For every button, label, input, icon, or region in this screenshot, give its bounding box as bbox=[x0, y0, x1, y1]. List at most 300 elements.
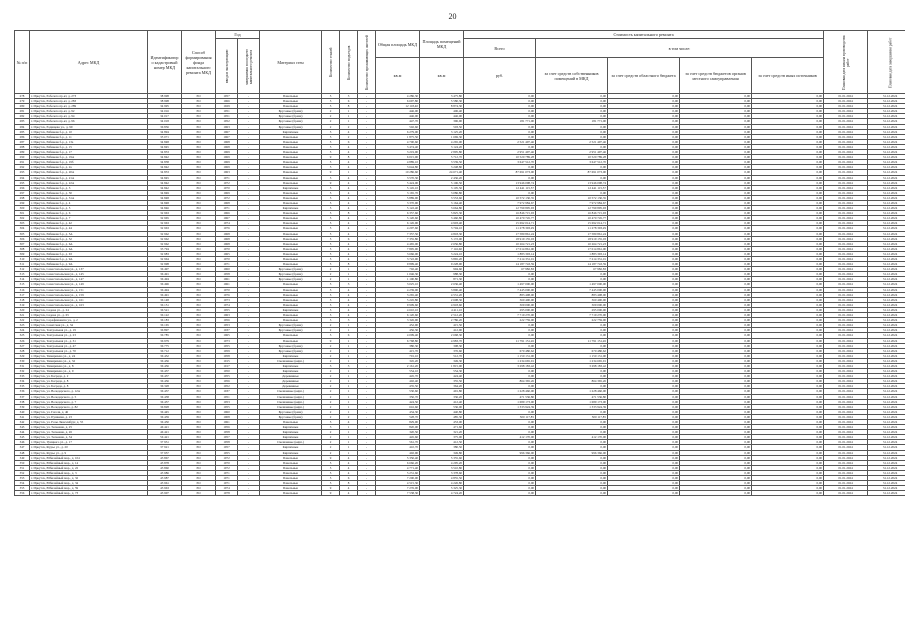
table-cell: 502,60 bbox=[376, 124, 420, 129]
table-cell: 36 436 bbox=[148, 363, 182, 368]
table-cell: 10 520 789,28 bbox=[536, 155, 608, 160]
table-cell: - bbox=[238, 358, 260, 363]
table-cell: 0,00 bbox=[608, 292, 680, 297]
table-cell: г. Иркутск, Севастопольская ул., д. 147 bbox=[30, 277, 148, 282]
table-cell: - bbox=[238, 481, 260, 486]
table-cell: 0,00 bbox=[608, 155, 680, 160]
table-cell: Панельные bbox=[260, 287, 322, 292]
table-cell: 3 865,20 bbox=[420, 257, 464, 262]
table-cell: 01.01.2024 bbox=[824, 491, 868, 496]
table-cell: Деревянные bbox=[260, 374, 322, 379]
table-cell: 0,00 bbox=[608, 287, 680, 292]
table-cell: 0,00 bbox=[752, 491, 824, 496]
table-cell: 4 bbox=[340, 251, 358, 256]
table-cell: РО bbox=[182, 404, 216, 409]
table-cell: 380,30 bbox=[376, 343, 420, 348]
table-cell: 01.01.2024 bbox=[824, 246, 868, 251]
table-cell: 0,00 bbox=[608, 404, 680, 409]
table-cell: 0,00 bbox=[608, 348, 680, 353]
table-cell: РО bbox=[182, 348, 216, 353]
table-cell: 4 226,80 bbox=[420, 481, 464, 486]
table-cell: 0,00 bbox=[536, 114, 608, 119]
table-cell: 0,00 bbox=[464, 190, 536, 195]
table-cell: 4 bbox=[340, 190, 358, 195]
table-cell: г. Иркутск, Севастопольская ул., д. 137 bbox=[30, 267, 148, 272]
table-cell: 01.01.2024 bbox=[824, 465, 868, 470]
table-cell: 0,00 bbox=[752, 343, 824, 348]
table-cell: 3 bbox=[340, 318, 358, 323]
table-cell: 299 bbox=[15, 200, 30, 205]
table-cell: 0,00 bbox=[680, 328, 752, 333]
table-cell: 1 bbox=[340, 445, 358, 450]
table-cell: 0,00 bbox=[464, 134, 536, 139]
table-cell: 1959 bbox=[216, 348, 238, 353]
table-cell: 0,00 bbox=[752, 476, 824, 481]
table-body bbox=[15, 94, 905, 496]
table-cell: г. Иркутск, ул. Володарского, д. 12А bbox=[30, 389, 148, 394]
unit-total-area: кв.м bbox=[376, 58, 420, 94]
table-cell: 7 214 331,01 bbox=[464, 257, 536, 262]
table-cell: 0,00 bbox=[680, 379, 752, 384]
table-cell: г. Иркутск, Рабочего пр-кт, д. 94 bbox=[30, 114, 148, 119]
table-cell: 36 491 bbox=[148, 272, 182, 277]
table-cell: 336 bbox=[15, 389, 30, 394]
table-cell: - bbox=[358, 155, 376, 160]
table-cell: 0,00 bbox=[608, 470, 680, 475]
table-cell: 453,00 bbox=[420, 420, 464, 425]
table-cell: 5 bbox=[322, 211, 340, 216]
table-cell: Панельные bbox=[260, 481, 322, 486]
col-cost-group-header: Стоимость капитального ремонта bbox=[464, 31, 824, 39]
table-cell: г. Иркутск, ул. Гоголя, д. 46 bbox=[30, 409, 148, 414]
table-cell: 0,00 bbox=[608, 476, 680, 481]
table-cell: г. Иркутск, Рабочего пр-кт, д. 289 bbox=[30, 104, 148, 109]
table-cell: - bbox=[238, 435, 260, 440]
table-cell: 0,00 bbox=[608, 384, 680, 389]
table-cell: - bbox=[358, 399, 376, 404]
table-cell: 0,00 bbox=[680, 221, 752, 226]
table-cell: 0,00 bbox=[608, 379, 680, 384]
table-cell: 31.12.2024 bbox=[868, 124, 905, 129]
table-cell: 34 995 bbox=[148, 104, 182, 109]
table-cell: 0,00 bbox=[608, 313, 680, 318]
table-cell: - bbox=[358, 165, 376, 170]
table-cell: 5 bbox=[322, 221, 340, 226]
table-cell: 288 bbox=[15, 144, 30, 149]
table-cell: 0,00 bbox=[536, 425, 608, 430]
table-cell: 0,00 bbox=[680, 307, 752, 312]
table-cell: 1 bbox=[340, 358, 358, 363]
table-cell: РО bbox=[182, 195, 216, 200]
table-cell: - bbox=[238, 262, 260, 267]
table-cell: РО bbox=[182, 129, 216, 134]
table-cell: - bbox=[358, 450, 376, 455]
table-cell: 0,00 bbox=[680, 404, 752, 409]
table-cell: 360 490,00 bbox=[536, 297, 608, 302]
table-cell: 326 bbox=[15, 338, 30, 343]
table-cell: РО bbox=[182, 134, 216, 139]
table-cell: 0,00 bbox=[752, 348, 824, 353]
table-cell: 1968 bbox=[216, 231, 238, 236]
table-cell: 0,00 bbox=[608, 134, 680, 139]
table-cell: 424,40 bbox=[420, 374, 464, 379]
table-cell: 4 bbox=[340, 460, 358, 465]
table-cell: 5 bbox=[322, 165, 340, 170]
table-cell: 0,00 bbox=[752, 404, 824, 409]
table-cell: 1967 bbox=[216, 216, 238, 221]
table-cell: 0,00 bbox=[680, 104, 752, 109]
table-cell: 3 647 512,70 bbox=[464, 160, 536, 165]
table-cell: - bbox=[358, 231, 376, 236]
table-cell: 0,00 bbox=[752, 206, 824, 211]
table-cell: 1950 bbox=[216, 369, 238, 374]
table-cell: 5 bbox=[322, 282, 340, 287]
table-cell: 5 bbox=[322, 476, 340, 481]
table-cell: 1952 bbox=[216, 119, 238, 124]
table-cell: 0,00 bbox=[464, 165, 536, 170]
table-cell: 293 bbox=[15, 170, 30, 175]
table-cell: - bbox=[358, 134, 376, 139]
table-cell: 351 bbox=[15, 465, 30, 470]
table-cell: 410,70 bbox=[376, 445, 420, 450]
table-cell: 0,00 bbox=[752, 185, 824, 190]
table-cell: 01.01.2024 bbox=[824, 206, 868, 211]
table-cell: 0,00 bbox=[608, 445, 680, 450]
table-cell: 864 365,26 bbox=[464, 379, 536, 384]
table-cell: 0,00 bbox=[680, 323, 752, 328]
table-cell: 1 333 924,39 bbox=[536, 404, 608, 409]
col-address-header: Адрес МКД bbox=[30, 31, 148, 94]
table-cell: г. Иркутск, Рабочего пр-кт, д. 96 bbox=[30, 119, 148, 124]
table-cell: 0,00 bbox=[680, 430, 752, 435]
table-cell: 31.12.2024 bbox=[868, 450, 905, 455]
table-cell: 0,00 bbox=[608, 333, 680, 338]
table-cell: Кирпичные bbox=[260, 307, 322, 312]
table-cell: 34 842 bbox=[148, 180, 182, 185]
table-cell: 31.12.2024 bbox=[868, 231, 905, 236]
table-cell: 1969 bbox=[216, 160, 238, 165]
table-cell: 31.12.2024 bbox=[868, 476, 905, 481]
table-cell: 1966 bbox=[216, 99, 238, 104]
table-cell: 31.12.2024 bbox=[868, 379, 905, 384]
table-cell: 43 961 bbox=[148, 481, 182, 486]
table-cell: 5 bbox=[322, 216, 340, 221]
table-cell: 34 833 bbox=[148, 170, 182, 175]
table-cell: 7 972 984,67 bbox=[464, 200, 536, 205]
table-cell: 31.12.2024 bbox=[868, 109, 905, 114]
table-cell: 3 553,60 bbox=[420, 195, 464, 200]
table-cell: 01.01.2024 bbox=[824, 165, 868, 170]
table-cell: 0,00 bbox=[608, 297, 680, 302]
table-cell: 412 170,00 bbox=[464, 435, 536, 440]
table-cell: 295 000,00 bbox=[464, 307, 536, 312]
table-cell: 0,00 bbox=[608, 175, 680, 180]
table-cell: 1958 bbox=[216, 440, 238, 445]
table-cell: 0,00 bbox=[752, 216, 824, 221]
table-cell: 34 894 bbox=[148, 129, 182, 134]
table-cell: 36 496 bbox=[148, 282, 182, 287]
table-cell: 1963 bbox=[216, 313, 238, 318]
table-cell: 0,00 bbox=[680, 246, 752, 251]
table-cell: РО bbox=[182, 190, 216, 195]
table-cell: 0,00 bbox=[752, 231, 824, 236]
table-cell: 31.12.2024 bbox=[868, 287, 905, 292]
table-cell: 1968 bbox=[216, 200, 238, 205]
table-cell: 0,00 bbox=[680, 216, 752, 221]
table-cell: г. Иркутск, Рябикова б-р, д. 6А bbox=[30, 241, 148, 246]
table-cell: 415,50 bbox=[420, 323, 464, 328]
table-cell: 1 883 393,14 bbox=[464, 251, 536, 256]
table-cell: 440,80 bbox=[420, 409, 464, 414]
table-cell: г. Иркутск, Юбилейный мкр., д. 34 bbox=[30, 481, 148, 486]
table-cell: 0,00 bbox=[680, 343, 752, 348]
table-cell: - bbox=[238, 384, 260, 389]
table-cell: 31.12.2024 bbox=[868, 343, 905, 348]
table-cell: 4 bbox=[340, 455, 358, 460]
table-cell: 36 165 bbox=[148, 323, 182, 328]
table-cell: 0,00 bbox=[464, 343, 536, 348]
table-cell: 0,00 bbox=[608, 302, 680, 307]
table-cell: - bbox=[238, 104, 260, 109]
table-cell: 4 903,40 bbox=[420, 221, 464, 226]
table-cell: 335 bbox=[15, 384, 30, 389]
table-cell: 43 963 bbox=[148, 486, 182, 491]
table-cell: 0,00 bbox=[752, 374, 824, 379]
table-cell: 0,00 bbox=[752, 481, 824, 486]
table-cell: 292 bbox=[15, 165, 30, 170]
table-cell: 4 700,60 bbox=[376, 139, 420, 144]
table-cell: 1 046,30 bbox=[376, 272, 420, 277]
table-cell: 3 219,90 bbox=[376, 150, 420, 155]
table-cell: 1973 bbox=[216, 297, 238, 302]
table-cell: 1955 bbox=[216, 343, 238, 348]
table-cell: РО bbox=[182, 144, 216, 149]
table-cell: 12 799 895,93 bbox=[464, 206, 536, 211]
table-cell: 32 963 bbox=[148, 226, 182, 231]
table-cell: 334 bbox=[15, 379, 30, 384]
table-cell: 0,00 bbox=[536, 491, 608, 496]
table-cell: г. Иркутск, Седова ул., д. 65 bbox=[30, 313, 148, 318]
table-cell: 31.12.2024 bbox=[868, 328, 905, 333]
table-cell: Панельные bbox=[260, 465, 322, 470]
table-cell: Панельные bbox=[260, 262, 322, 267]
table-cell: Брусовые (бревн) bbox=[260, 328, 322, 333]
table-cell: 4 bbox=[340, 216, 358, 221]
table-cell: 0,00 bbox=[536, 99, 608, 104]
table-cell: 2 951 497,46 bbox=[464, 150, 536, 155]
table-cell: 01.01.2024 bbox=[824, 394, 868, 399]
table-cell: 181 771,00 bbox=[536, 119, 608, 124]
table-cell: Брусовые (бревн) bbox=[260, 114, 322, 119]
table-cell: 01.01.2024 bbox=[824, 150, 868, 155]
table-cell: РО bbox=[182, 206, 216, 211]
table-cell: 1957 bbox=[216, 94, 238, 99]
table-cell: 0,00 bbox=[608, 165, 680, 170]
table-cell: 3 124,20 bbox=[420, 144, 464, 149]
table-cell: 01.01.2024 bbox=[824, 236, 868, 241]
table-cell: - bbox=[238, 165, 260, 170]
table-cell: РО bbox=[182, 323, 216, 328]
table-cell: 0,00 bbox=[752, 313, 824, 318]
table-cell: 31.12.2024 bbox=[868, 144, 905, 149]
table-cell: г. Иркутск, ул. Тельмана, д. 34 bbox=[30, 435, 148, 440]
table-cell: 1969 bbox=[216, 155, 238, 160]
table-cell: 56 421 bbox=[148, 435, 182, 440]
table-cell: 0,00 bbox=[608, 420, 680, 425]
table-cell: - bbox=[238, 200, 260, 205]
table-cell: 0,00 bbox=[608, 338, 680, 343]
table-cell: 0,00 bbox=[752, 414, 824, 419]
table-cell: 6 126,90 bbox=[376, 221, 420, 226]
table-cell: 2 bbox=[322, 353, 340, 358]
table-cell: Смешанные (кирп.) bbox=[260, 389, 322, 394]
table-cell: 0,00 bbox=[680, 348, 752, 353]
table-cell: - bbox=[238, 144, 260, 149]
table-cell: 01.01.2024 bbox=[824, 114, 868, 119]
table-cell: 34 848 bbox=[148, 139, 182, 144]
table-cell: 0,00 bbox=[680, 170, 752, 175]
table-cell: 9 bbox=[322, 486, 340, 491]
table-cell: 0,00 bbox=[536, 129, 608, 134]
table-cell: Панельные bbox=[260, 139, 322, 144]
table-cell: 402,90 bbox=[376, 450, 420, 455]
table-cell: 352 bbox=[15, 470, 30, 475]
table-cell: Кирпичные bbox=[260, 425, 322, 430]
table-cell: 0,00 bbox=[608, 358, 680, 363]
table-cell: 43 860 bbox=[148, 465, 182, 470]
table-cell: 5 bbox=[322, 251, 340, 256]
table-cell: 1 bbox=[340, 338, 358, 343]
table-cell: 0,00 bbox=[752, 470, 824, 475]
table-cell: 0,00 bbox=[536, 124, 608, 129]
table-cell: 311 bbox=[15, 262, 30, 267]
table-cell: - bbox=[358, 236, 376, 241]
table-cell: Панельные bbox=[260, 257, 322, 262]
table-cell: 1 bbox=[340, 277, 358, 282]
table-cell: 322 bbox=[15, 318, 30, 323]
table-cell: 4 411,10 bbox=[420, 307, 464, 312]
table-cell: 2 bbox=[322, 358, 340, 363]
table-cell: 336,20 bbox=[420, 394, 464, 399]
table-cell: 278 bbox=[15, 94, 30, 99]
table-cell: 31.12.2024 bbox=[868, 267, 905, 272]
table-cell: 13 946 098,74 bbox=[464, 180, 536, 185]
table-cell: 31.12.2024 bbox=[868, 104, 905, 109]
table-cell: 31.12.2024 bbox=[868, 190, 905, 195]
table-cell: г. Иркутск, Юбилейный мкр., д. 104 bbox=[30, 455, 148, 460]
table-cell: 2 bbox=[322, 343, 340, 348]
table-cell: 1951 bbox=[216, 114, 238, 119]
table-cell: РО bbox=[182, 353, 216, 358]
table-cell: Панельные bbox=[260, 292, 322, 297]
table-cell: 883 498,00 bbox=[464, 292, 536, 297]
table-cell: - bbox=[238, 399, 260, 404]
table-cell: - bbox=[238, 430, 260, 435]
table-cell: 0,00 bbox=[680, 455, 752, 460]
table-cell: 310 bbox=[15, 257, 30, 262]
table-cell: 285 bbox=[15, 129, 30, 134]
col-identifier-header: Идентификатор о кадастровый номер МКД bbox=[148, 31, 182, 94]
table-cell: 346 bbox=[15, 440, 30, 445]
table-cell: 350 bbox=[15, 460, 30, 465]
table-cell: 6 697,80 bbox=[376, 99, 420, 104]
table-cell: 0,00 bbox=[608, 318, 680, 323]
table-cell: г. Иркутск, Рябикова б-р, д. 9А bbox=[30, 262, 148, 267]
table-cell: 31.12.2024 bbox=[868, 292, 905, 297]
table-cell: 5 122,40 bbox=[376, 206, 420, 211]
table-cell: 1956 bbox=[216, 425, 238, 430]
table-cell: 3 647 512,70 bbox=[536, 160, 608, 165]
table-cell: 0,00 bbox=[752, 211, 824, 216]
table-cell: 1929 bbox=[216, 104, 238, 109]
table-cell: 4 610,10 bbox=[376, 307, 420, 312]
table-cell: 319 bbox=[15, 302, 30, 307]
table-cell: 9 bbox=[322, 491, 340, 496]
table-cell: 0,00 bbox=[464, 124, 536, 129]
table-cell: 0,00 bbox=[680, 257, 752, 262]
table-cell: 0,00 bbox=[680, 460, 752, 465]
table-cell: 0,00 bbox=[752, 333, 824, 338]
table-cell: 31.12.2024 bbox=[868, 241, 905, 246]
table-cell: 6 bbox=[340, 333, 358, 338]
table-cell: г. Иркутск, Тимирязева ул., д. 32 bbox=[30, 358, 148, 363]
table-cell: РО bbox=[182, 369, 216, 374]
table-cell: 3 666,00 bbox=[376, 251, 420, 256]
table-cell: 0,00 bbox=[752, 129, 824, 134]
table-cell: Панельные bbox=[260, 99, 322, 104]
table-cell: - bbox=[238, 491, 260, 496]
table-cell: 01.01.2024 bbox=[824, 440, 868, 445]
table-cell: 0,00 bbox=[752, 302, 824, 307]
table-cell: 2 bbox=[322, 399, 340, 404]
table-cell: 01.01.2024 bbox=[824, 435, 868, 440]
table-cell: 4 bbox=[340, 302, 358, 307]
table-cell: 1 150 131,00 bbox=[464, 353, 536, 358]
table-cell: 36 785 bbox=[148, 333, 182, 338]
table-cell: 1971 bbox=[216, 206, 238, 211]
table-cell: 01.01.2024 bbox=[824, 404, 868, 409]
table-cell: 364,20 bbox=[420, 384, 464, 389]
table-cell: - bbox=[238, 231, 260, 236]
table-cell: 5 bbox=[322, 226, 340, 231]
table-cell: РО bbox=[182, 236, 216, 241]
table-cell: 36 148 bbox=[148, 297, 182, 302]
table-cell: 4 bbox=[340, 195, 358, 200]
table-cell: Панельные bbox=[260, 302, 322, 307]
table-cell: 31.12.2024 bbox=[868, 425, 905, 430]
table-cell: 871,30 bbox=[420, 277, 464, 282]
table-cell: 280 bbox=[15, 104, 30, 109]
table-cell: 1957 bbox=[216, 435, 238, 440]
table-cell: 0,00 bbox=[680, 287, 752, 292]
table-cell: - bbox=[238, 440, 260, 445]
table-cell: 0,00 bbox=[680, 302, 752, 307]
table-cell: - bbox=[238, 292, 260, 297]
table-cell: г. Иркутск, Театральная ул., д. 70 bbox=[30, 348, 148, 353]
table-cell: 5 bbox=[322, 94, 340, 99]
table-cell: 31.12.2024 bbox=[868, 445, 905, 450]
table-cell: 0,00 bbox=[680, 129, 752, 134]
table-cell: 3 164,40 bbox=[420, 200, 464, 205]
table-cell: 307 bbox=[15, 241, 30, 246]
table-cell: г. Иркутск, ул. Володарского, д. 5 bbox=[30, 394, 148, 399]
table-cell: Панельные bbox=[260, 216, 322, 221]
table-cell: 5 bbox=[322, 292, 340, 297]
table-cell: 0,00 bbox=[608, 257, 680, 262]
table-cell: - bbox=[358, 369, 376, 374]
col-cost-incl-header: в том числе: bbox=[536, 39, 824, 58]
table-cell: 3 475,80 bbox=[420, 94, 464, 99]
